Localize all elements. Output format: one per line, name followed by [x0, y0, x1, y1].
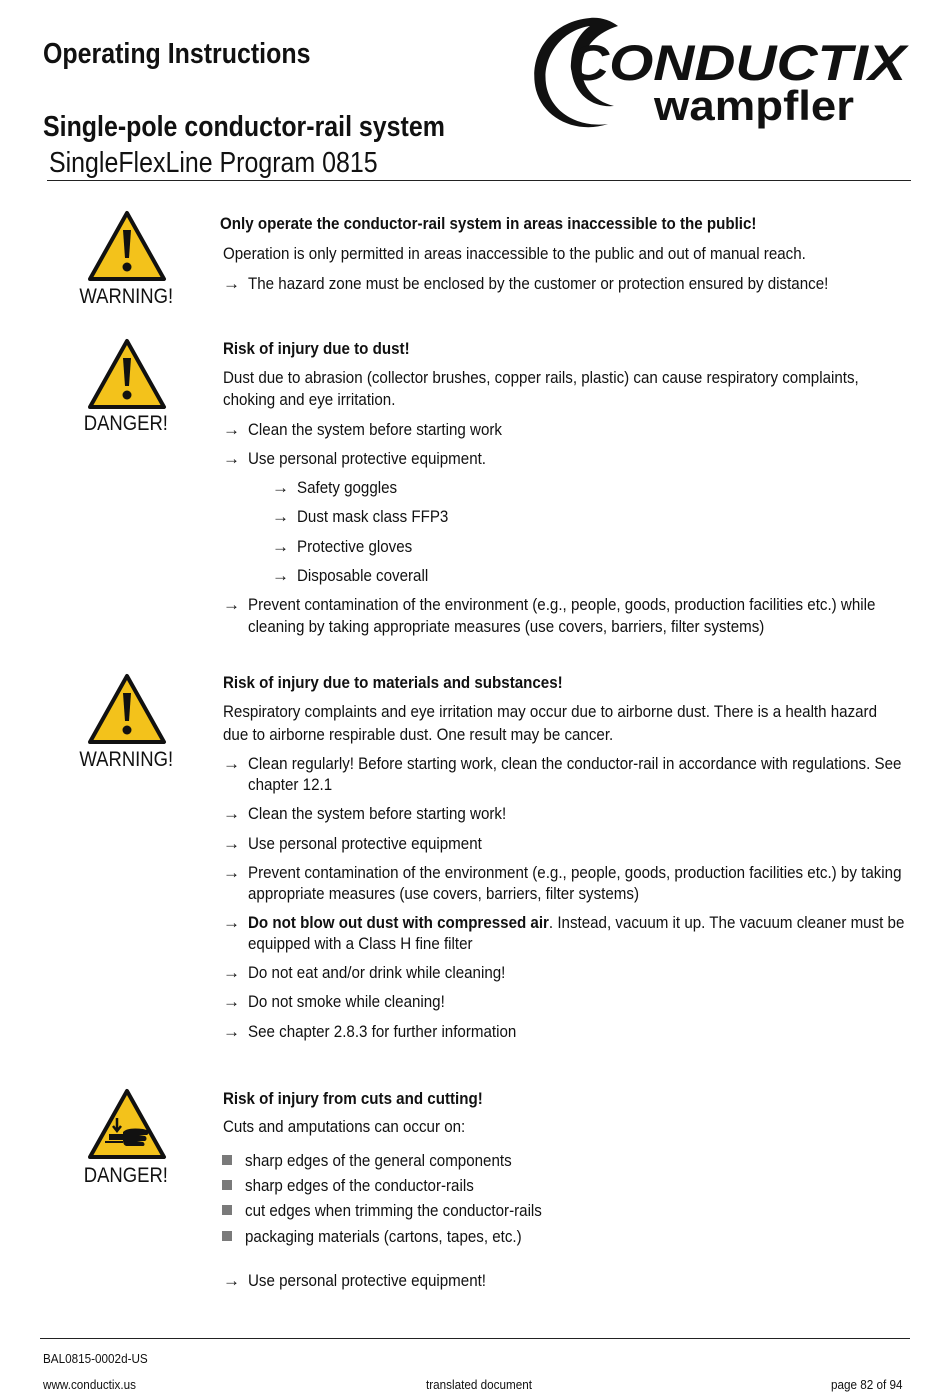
- sub-list-item: Dust mask class FFP3: [297, 507, 449, 526]
- signal-word: WARNING!: [79, 748, 173, 771]
- section-heading: Risk of injury from cuts and cutting!: [223, 1089, 483, 1108]
- warning-triangle-icon: [87, 210, 167, 282]
- arrow-icon: →: [223, 754, 240, 773]
- arrow-icon: →: [223, 1271, 240, 1290]
- section-body: Respiratory complaints and eye irritation may occur due to airborne dust. There is a health hazard: [223, 702, 878, 721]
- section-heading: Only operate the conductor-rail system in areas inaccessible to the public!: [220, 214, 757, 233]
- conductix-wampfler-logo: [528, 12, 913, 137]
- bullet-item: sharp edges of the general components: [245, 1151, 512, 1170]
- signal-word: WARNING!: [79, 285, 173, 308]
- list-item: The hazard zone must be enclosed by the customer or protection ensured by distance!: [248, 274, 829, 293]
- arrow-icon: →: [272, 537, 289, 556]
- section-heading: Risk of injury due to materials and substances!: [223, 673, 563, 692]
- signal-word: DANGER!: [83, 412, 169, 435]
- section-heading: Risk of injury due to dust!: [223, 339, 410, 358]
- page-subtitle: SingleFlexLine Program 0815: [49, 147, 378, 179]
- list-item: Do not eat and/or drink while cleaning!: [248, 963, 506, 982]
- list-item: Clean regularly! Before starting work, clean the conductor-rail in accordance with regulations. See: [248, 754, 902, 773]
- list-item: Clean the system before starting work!: [248, 804, 507, 823]
- square-bullet-icon: [222, 1155, 232, 1165]
- list-item: Do not blow out dust with compressed air. Instead, vacuum it up. The vacuum cleaner must be: [248, 913, 905, 932]
- arrow-icon: →: [223, 804, 240, 823]
- arrow-icon: →: [223, 834, 240, 853]
- square-bullet-icon: [222, 1205, 232, 1215]
- sub-list-item: Disposable coverall: [297, 566, 429, 585]
- page-title: Single-pole conductor-rail system: [43, 111, 445, 143]
- footer-note: translated document: [426, 1377, 533, 1392]
- list-item: Use personal protective equipment.: [248, 449, 487, 468]
- arrow-icon: →: [223, 595, 240, 614]
- arrow-icon: →: [272, 478, 289, 497]
- list-item: appropriate measures (use covers, barriers, filter systems): [248, 884, 639, 903]
- arrow-icon: →: [223, 963, 240, 982]
- warning-triangle-icon: [87, 338, 167, 410]
- list-item: Use personal protective equipment!: [248, 1271, 487, 1290]
- list-item: Use personal protective equipment: [248, 834, 482, 853]
- list-item: Clean the system before starting work: [248, 420, 502, 439]
- footer-divider: [40, 1338, 910, 1339]
- arrow-icon: →: [223, 274, 240, 293]
- list-item: chapter 12.1: [248, 775, 333, 794]
- bullet-item: cut edges when trimming the conductor-rails: [245, 1201, 542, 1220]
- arrow-icon: →: [223, 863, 240, 882]
- website-link[interactable]: www.conductix.us: [43, 1377, 136, 1392]
- logo-text-conductix: CONDUCTIX: [568, 35, 910, 91]
- arrow-icon: →: [272, 507, 289, 526]
- list-item: Do not smoke while cleaning!: [248, 992, 445, 1011]
- warning-triangle-icon: [87, 673, 167, 745]
- arrow-icon: →: [223, 992, 240, 1011]
- list-item: equipped with a Class H fine filter: [248, 934, 473, 953]
- header-divider: [47, 180, 911, 181]
- signal-word: DANGER!: [83, 1164, 169, 1187]
- sub-list-item: Protective gloves: [297, 537, 413, 556]
- bullet-item: packaging materials (cartons, tapes, etc.): [245, 1227, 522, 1246]
- arrow-icon: →: [223, 913, 240, 932]
- section-body: due to airborne respirable dust. One result may be cancer.: [223, 725, 614, 744]
- arrow-icon: →: [272, 566, 289, 585]
- section-body: Operation is only permitted in areas inaccessible to the public and out of manual reach.: [223, 244, 806, 263]
- square-bullet-icon: [222, 1180, 232, 1190]
- list-item: Prevent contamination of the environment (e.g., people, goods, production facilities etc.) by taking: [248, 863, 902, 882]
- list-item: cleaning by taking appropriate measures (use covers, barriers, filter systems): [248, 617, 765, 636]
- section-body: Dust due to abrasion (collector brushes, copper rails, plastic) can cause respiratory complaints,: [223, 368, 859, 387]
- arrow-icon: →: [223, 449, 240, 468]
- document-number: BAL0815-0002d-US: [43, 1351, 148, 1366]
- hand-cut-hazard-icon: [87, 1088, 167, 1160]
- list-item: See chapter 2.8.3 for further information: [248, 1022, 517, 1041]
- section-body: Cuts and amputations can occur on:: [223, 1117, 466, 1136]
- square-bullet-icon: [222, 1231, 232, 1241]
- page-number: page 82 of 94: [831, 1377, 903, 1392]
- arrow-icon: →: [223, 1022, 240, 1041]
- bullet-item: sharp edges of the conductor-rails: [245, 1176, 474, 1195]
- arrow-icon: →: [223, 420, 240, 439]
- list-item: Prevent contamination of the environment (e.g., people, goods, production facilities etc.) while: [248, 595, 876, 614]
- sub-list-item: Safety goggles: [297, 478, 398, 497]
- logo-text-wampfler: wampfler: [652, 82, 854, 129]
- section-body: choking and eye irritation.: [223, 390, 396, 409]
- emphasis-text: Do not blow out dust with compressed air: [248, 913, 549, 932]
- document-type: Operating Instructions: [43, 38, 311, 70]
